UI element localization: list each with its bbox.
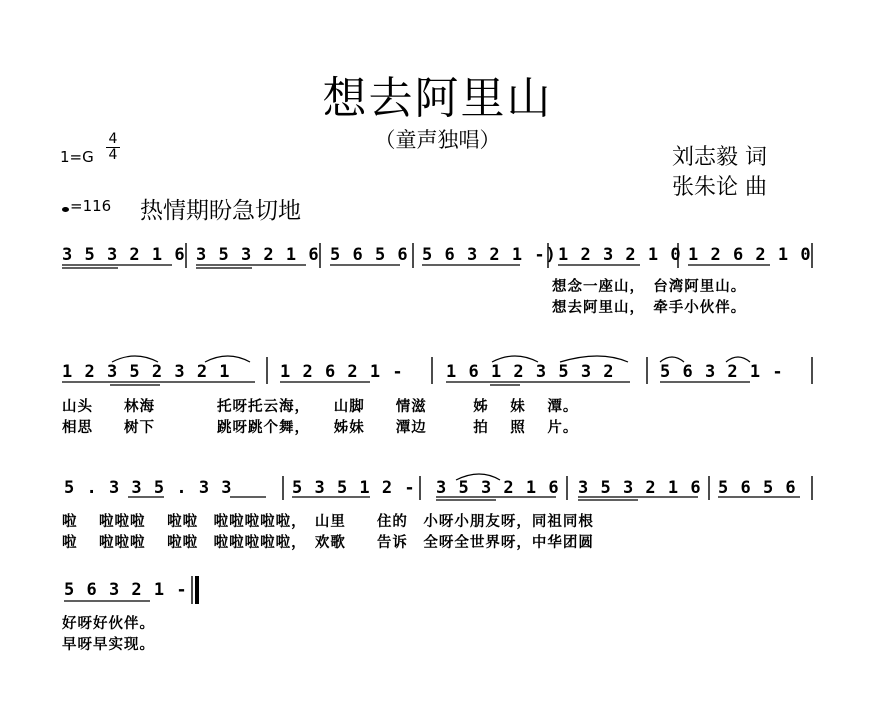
measure: 5 3 5 1 2 - [292, 478, 416, 498]
song-title: 想去阿里山 [322, 73, 553, 124]
measure: 1 2 6 2 1 - [280, 362, 404, 382]
measure: 1 6 1 2 3 5 3 2 [446, 362, 615, 382]
key-signature: 1=G [60, 148, 94, 166]
measure: 1 2 3 5 2 3 2 1 [62, 362, 231, 382]
lyric-line: 啦 啦啦啦 啦啦 啦啦啦啦啦， 欢歌 告诉 全呀全世界呀，中华团圆 [62, 535, 594, 551]
tempo-value: =116 [70, 197, 112, 215]
lyric-line: 想去阿里山， 牵手小伙伴。 [552, 300, 747, 316]
measure: 5 6 5 6 [330, 245, 409, 265]
measure: 3 5 3 2 1 6 [436, 478, 560, 498]
composer-credit: 张朱论 曲 [672, 175, 767, 200]
song-subtitle: （童声独唱） [374, 128, 501, 152]
time-signature-bottom: 4 [106, 147, 120, 163]
lyric-line: 相思 树下 跳呀跳个舞， 姊妹 潭边 拍 照 片。 [62, 420, 579, 436]
lyric-line: 好呀好伙伴。 [62, 616, 155, 632]
lyric-line: 啦 啦啦啦 啦啦 啦啦啦啦啦， 山里 住的 小呀小朋友呀，同祖同根 [62, 514, 594, 530]
expression-marking: 热情期盼急切地 [140, 198, 301, 224]
lyric-line: 山头 林海 托呀托云海， 山脚 情滋 姊 妹 潭。 [62, 399, 579, 415]
measure: 1 2 3 2 1 0 [558, 245, 682, 265]
measure: 3 5 3 2 1 6 [578, 478, 702, 498]
lyric-line: 想念一座山， 台湾阿里山。 [552, 279, 747, 295]
lyricist-credit: 刘志毅 词 [672, 145, 767, 170]
measure: 5 6 5 6 [718, 478, 797, 498]
measure: 5 . 3 3 5 . 3 3 [64, 478, 233, 498]
measure: 5 6 3 2 1 - [660, 362, 784, 382]
lyric-line: 早呀早实现。 [62, 637, 155, 653]
measure: 3 5 3 2 1 6 [62, 245, 186, 265]
measure: 5 6 3 2 1 -) [422, 245, 557, 265]
measure: 3 5 3 2 1 6 [196, 245, 320, 265]
time-signature-top: 4 [108, 131, 118, 147]
measure: 5 6 3 2 1 - [64, 580, 188, 600]
measure: 1 2 6 2 1 0 [688, 245, 812, 265]
